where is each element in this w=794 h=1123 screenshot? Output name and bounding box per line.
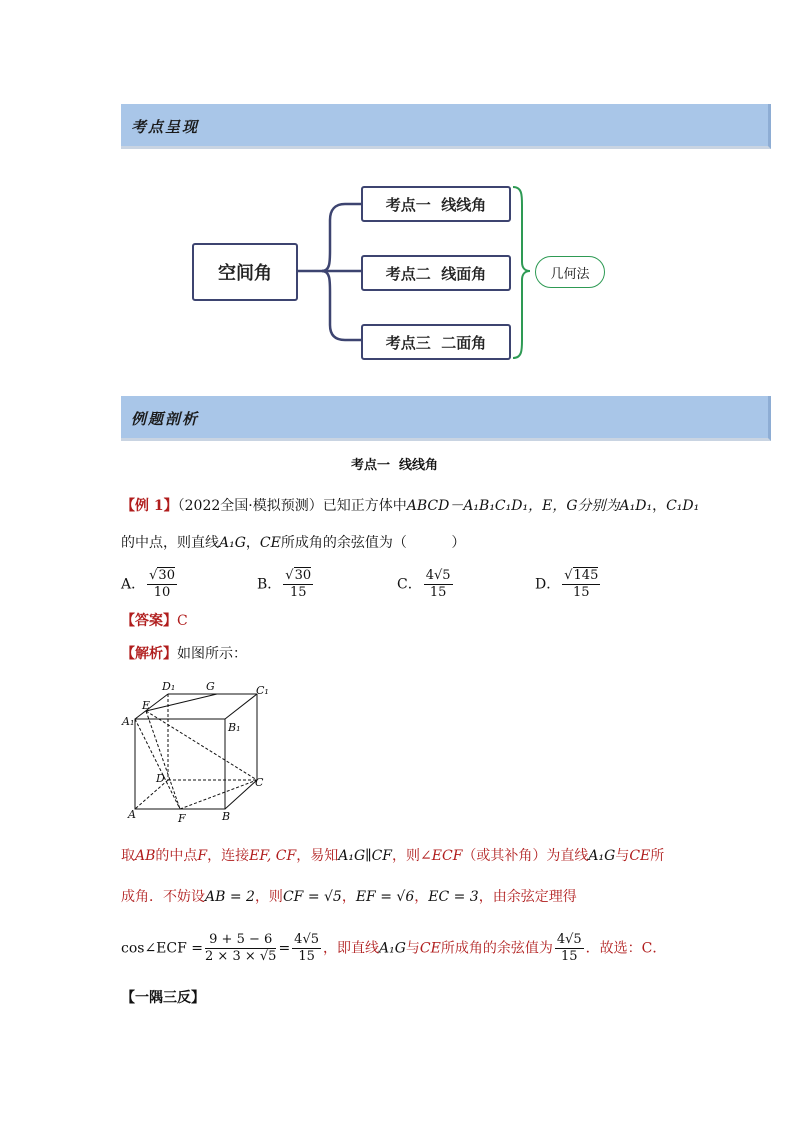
option-label: B．: [257, 576, 282, 593]
analysis-line: [121, 645, 247, 663]
text: ，: [245, 535, 260, 551]
numerator: 4√5: [425, 568, 451, 583]
text: ，则: [254, 889, 283, 905]
text: ，: [414, 889, 429, 905]
fraction: [555, 932, 584, 965]
label-a1: A₁: [122, 715, 135, 728]
answer-line: [121, 612, 188, 630]
label-f: F: [178, 812, 186, 825]
text: ，: [652, 498, 667, 514]
segment: A₁D₁: [619, 498, 653, 514]
option-fraction: $\frac{√30}{10}$: [149, 568, 175, 600]
text: ，则∠: [392, 848, 432, 864]
denominator: 10: [153, 585, 171, 600]
cube-figure: [118, 676, 278, 826]
example-source: （2022全国·模拟预测）: [177, 498, 323, 514]
label-b: B: [222, 810, 231, 823]
text: ，E，G分别为: [528, 498, 620, 514]
section-title: 考点呈现: [131, 118, 200, 136]
denominator: 15: [429, 585, 447, 600]
label-c: C: [255, 776, 264, 789]
mindmap-root: [192, 243, 298, 301]
text: ，: [341, 889, 356, 905]
example-line-2: [121, 534, 465, 552]
text: ，即直线: [323, 940, 379, 957]
math: CE: [419, 940, 441, 957]
label-b1: B₁: [228, 721, 241, 734]
label-e: E: [142, 699, 151, 712]
text: ，连接: [207, 848, 250, 864]
math: EC = 3: [428, 889, 479, 905]
label-d: D: [156, 772, 165, 785]
text: 所: [650, 848, 665, 864]
label-a: A: [128, 808, 136, 821]
math: F: [197, 848, 208, 864]
text: 所成角的余弦值为（ ）: [280, 535, 466, 551]
text: 取: [121, 848, 135, 864]
option-label: C．: [397, 576, 422, 593]
topic-heading: 考点一 线线角: [351, 458, 439, 473]
option-c: [397, 568, 455, 601]
mindmap-branch-3: [361, 324, 511, 360]
mindmap-method-label: 几何法: [550, 266, 590, 282]
section-banner-examples: [121, 396, 771, 441]
solution-line-2: [121, 888, 577, 906]
text: 所成角的余弦值为: [440, 940, 553, 957]
math: AB = 2: [205, 889, 255, 905]
option-label: A．: [121, 576, 146, 593]
analysis-text: 如图所示：: [177, 646, 247, 662]
example-tag: 【例 1】: [121, 498, 178, 514]
fraction: [205, 932, 276, 965]
numerator: 9 + 5 − 6: [205, 932, 276, 949]
text: ，由余弦定理得: [478, 889, 577, 905]
numerator: 145: [573, 568, 599, 583]
solution-line-3: [121, 932, 666, 965]
text: 的中点，则直线: [121, 535, 219, 551]
analysis-tag: 【解析】: [121, 646, 177, 662]
numerator: 4√5: [294, 932, 319, 947]
mindmap-branch-label: 考点三 二面角: [385, 333, 487, 352]
line-name: A₁G: [219, 535, 246, 551]
text: 成角．不妨设: [121, 889, 205, 905]
fraction: [292, 932, 321, 965]
line-name: CE: [259, 535, 281, 551]
math: cos∠ECF =: [121, 940, 204, 957]
mindmap-branch-label: 考点一 线线角: [385, 195, 487, 214]
math: AB: [135, 848, 156, 864]
math: CF = √5: [282, 889, 342, 905]
text: （或其补角）为直线: [462, 848, 589, 864]
math: A₁G∥CF: [338, 848, 393, 864]
text: 与: [615, 848, 630, 864]
denominator: 15: [289, 585, 307, 600]
option-fraction: $\frac{√145}{15}$: [564, 568, 599, 600]
practice-tag: 【一隅三反】: [121, 990, 205, 1006]
text: 的中点: [155, 848, 198, 864]
mindmap-method: [535, 256, 605, 288]
numerator: 30: [158, 568, 175, 583]
option-a: [121, 568, 179, 601]
section-title: 例题剖析: [131, 410, 200, 428]
solution-line-1: [121, 847, 664, 865]
option-b: [257, 568, 315, 601]
numerator: 4√5: [556, 932, 582, 947]
segment: C₁D₁: [666, 498, 700, 514]
denominator: 15: [560, 949, 578, 964]
label-d1: D₁: [162, 680, 176, 693]
cube-name: ABCD－A₁B₁C₁D₁: [406, 498, 529, 514]
math: =: [278, 940, 291, 957]
math: EF, CF: [249, 848, 297, 864]
mindmap-branch-label: 考点二 线面角: [385, 264, 487, 283]
text: 已知正方体中: [322, 498, 407, 514]
mindmap-root-label: 空间角: [218, 263, 272, 284]
denominator: 2 × 3 × √5: [205, 949, 277, 964]
answer-tag: 【答案】: [121, 613, 177, 629]
mindmap-branch-2: [361, 255, 511, 291]
answer-value: C: [177, 613, 188, 629]
option-d: [535, 568, 602, 601]
text: ，易知: [296, 848, 339, 864]
numerator: 30: [294, 568, 312, 583]
denominator: 15: [573, 585, 590, 600]
math: CE: [629, 848, 651, 864]
text: ．故选：C．: [585, 940, 667, 957]
option-fraction: $\frac{√30}{15}$: [285, 568, 312, 600]
option-fraction: [424, 568, 453, 601]
label-c1: C₁: [256, 684, 269, 697]
math: A₁G: [379, 940, 406, 957]
math: A₁G: [588, 848, 616, 864]
example-line-1: [121, 497, 699, 515]
option-label: D．: [535, 576, 561, 593]
label-g: G: [206, 680, 215, 693]
text: 与: [405, 940, 420, 957]
denominator: 15: [298, 949, 315, 964]
mindmap-branch-1: [361, 186, 511, 222]
math: EF = √6: [355, 889, 415, 905]
math: ECF: [431, 848, 463, 864]
